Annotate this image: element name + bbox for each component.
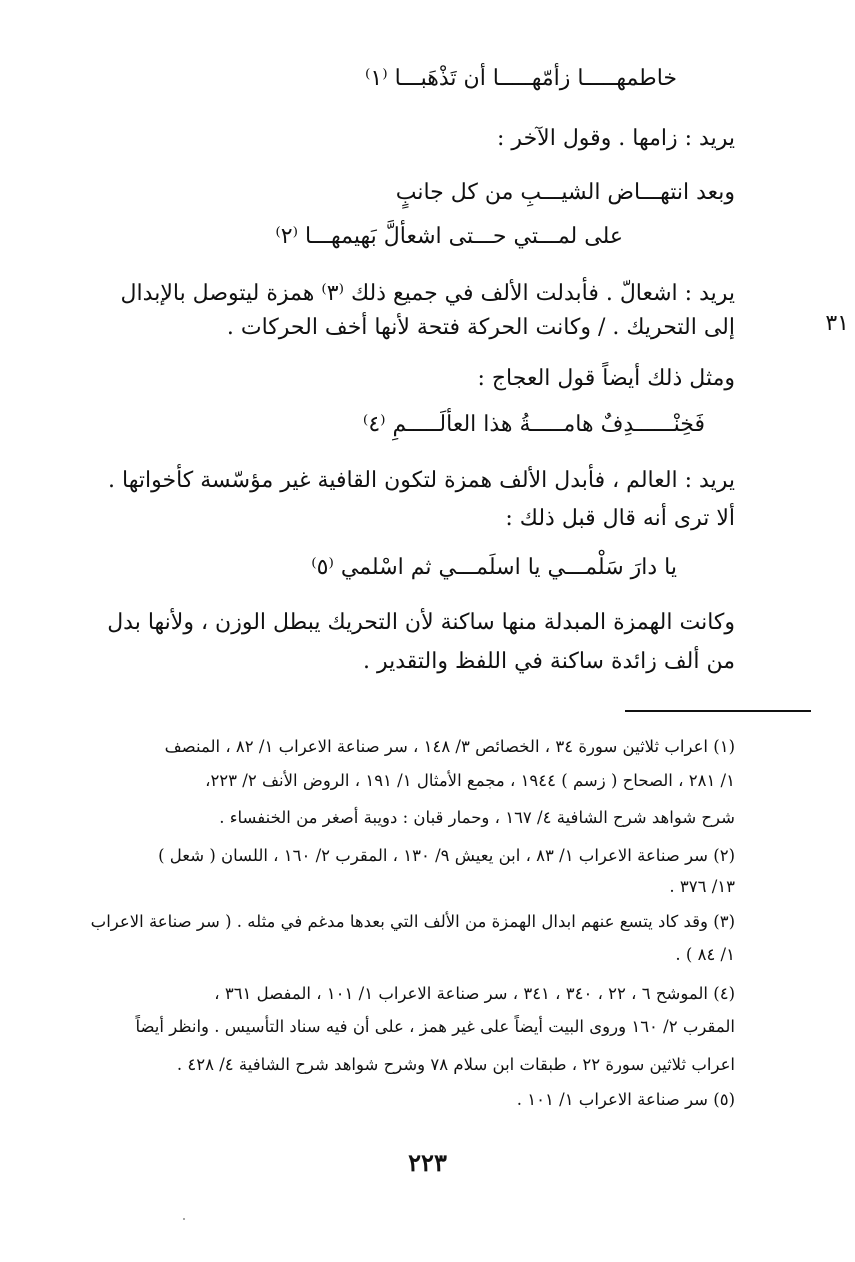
footnote-4-line-2: المقرب ٢/ ١٦٠ وروى البيت أيضاً على غير همز ، على أن فيه سناد التأسيس . وانظر أيضاً: [135, 1017, 735, 1036]
footnote-2-line-2: ١٣/ ٣٧٦ .: [669, 877, 735, 896]
text-line-10: ألا ترى أنه قال قبل ذلك :: [505, 506, 735, 531]
margin-page-number: ٣١: [825, 311, 849, 336]
footnote-1-line-1: (١) اعراب ثلاثين سورة ٣٤ ، الخصائص ٣/ ١٤٨ ، سر صناعة الاعراب ١/ ٨٢ ، المنصف: [164, 737, 735, 756]
footnote-4-line-1: (٤) الموشح ٦ ، ٢٢ ، ٣٤٠ ، ٣٤١ ، سر صناعة الاعراب ١/ ١٠١ ، المفصل ٣٦١ ،: [214, 984, 735, 1003]
footnote-1-line-3: شرح شواهد شرح الشافية ٤/ ١٦٧ ، وحمار قبان : دويبة أصغر من الخنفساء .: [219, 808, 735, 827]
footnote-4-line-3: اعراب ثلاثين سورة ٢٢ ، طبقات ابن سلام ٧٨ وشرح شواهد شرح الشافية ٤/ ٤٢٨ .: [176, 1055, 735, 1074]
footnote-2-line-1: (٢) سر صناعة الاعراب ١/ ٨٣ ، ابن يعيش ٩/ ١٣٠ ، المقرب ٢/ ١٦٠ ، اللسان ( شعل ): [158, 846, 735, 865]
verse-line-1: خاطمهـــــا زأمّهـــــا أن تَذْهَبـــا ⁽١⁾: [364, 66, 677, 91]
verse-line-3: وبعد انتهـــاض الشيـــبِ من كل جانبٍ: [395, 180, 735, 205]
footnote-3-line-2: ١/ ٨٤ ) .: [675, 945, 735, 964]
footnote-5-line-1: (٥) سر صناعة الاعراب ١/ ١٠١ .: [516, 1090, 735, 1109]
verse-line-11: يا دارَ سَلْمـــي يا اسلَمـــي ثم اسْلمي ⁽٥⁾: [311, 555, 677, 580]
footnote-3-line-1: (٣) وقد كاد يتسع عنهم ابدال الهمزة من الألف التي بعدها مدغم في مثله . ( سر صناعة الاعراب: [90, 912, 735, 931]
text-line-6: إلى التحريك . / وكانت الحركة فتحة لأنها أخف الحركات .: [226, 315, 735, 340]
page-number: ٢٢٣: [408, 1148, 447, 1177]
text-line-5: يريد : اشعالّ . فأبدلت الألف في جميع ذلك ⁽٣⁾ همزة ليتوصل بالإبدال: [120, 281, 735, 306]
footnote-separator: [625, 710, 811, 712]
text-line-13: من ألف زائدة ساكنة في اللفظ والتقدير .: [362, 649, 735, 674]
scan-speck: [183, 1218, 185, 1220]
footnote-1-line-2: ١/ ٢٨١ ، الصحاح ( زسم ) ١٩٤٤ ، مجمع الأمثال ١/ ١٩١ ، الروض الأنف ٢/ ٢٢٣،: [205, 771, 735, 790]
text-line-12: وكانت الهمزة المبدلة منها ساكنة لأن التحريك يبطل الوزن ، ولأنها بدل: [107, 610, 735, 635]
text-line-9: يريد : العالم ، فأبدل الألف همزة لتكون القافية غير مؤسّسة كأخواتها .: [108, 468, 735, 493]
verse-line-8: فَخِنْــــــدِفٌ هامـــــةُ هذا العألَـــــمِ ⁽٤⁾: [362, 412, 705, 437]
text-line-7: ومثل ذلك أيضاً قول العجاج :: [477, 366, 735, 391]
text-line-2: يريد : زامها . وقول الآخر :: [497, 126, 735, 151]
verse-line-4: على لمـــتي حـــتى اشعألَّ بَهيمهـــا ⁽٢⁾: [275, 224, 623, 249]
